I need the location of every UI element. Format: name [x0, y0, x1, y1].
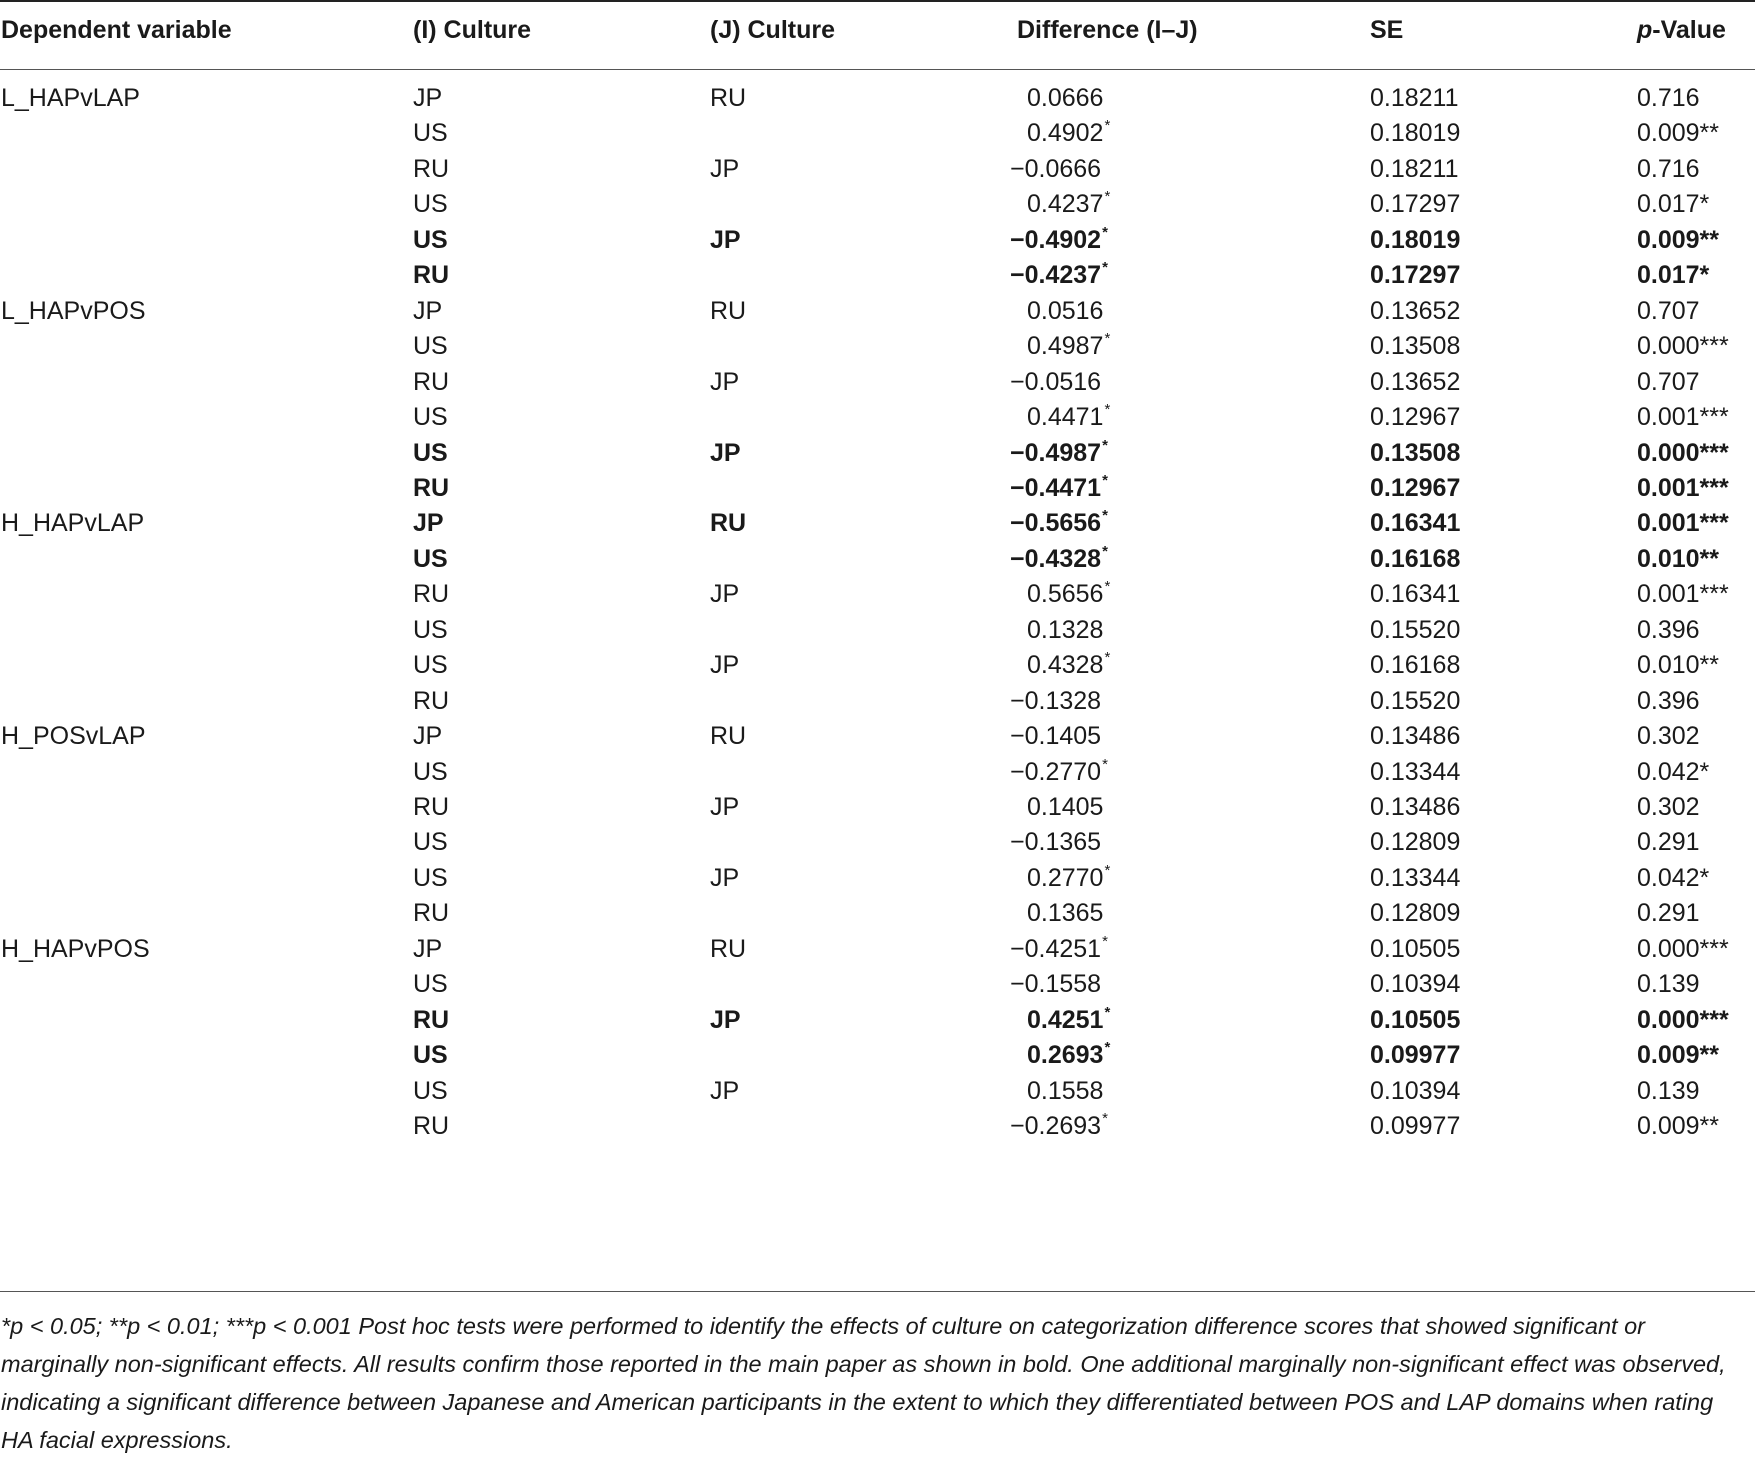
header-j-culture: (J) Culture [710, 16, 835, 44]
table-row [0, 541, 1755, 581]
cell-i-culture: JP [413, 934, 443, 963]
significance-marker: * [1104, 861, 1111, 879]
table-row [0, 1037, 1755, 1077]
table-row [0, 364, 1755, 404]
cell-p-value: 0.707 [1637, 296, 1700, 325]
table-row [0, 505, 1755, 545]
cell-dependent-variable: H_POSvLAP [1, 722, 146, 751]
difference-value: 0.1328 [1027, 615, 1104, 644]
cell-se: 0.18211 [1370, 154, 1459, 183]
cell-j-culture: JP [710, 580, 740, 609]
difference-value: 0.4237 [1027, 190, 1104, 219]
cell-p-value: 0.009** [1637, 225, 1720, 254]
difference-value: 0.4251 [1027, 1005, 1104, 1034]
cell-difference [1027, 861, 1111, 893]
significance-marker: * [1102, 436, 1108, 454]
cell-i-culture: US [413, 332, 448, 361]
cell-i-culture: JP [413, 509, 444, 538]
cell-i-culture: US [413, 119, 448, 148]
cell-p-value: 0.139 [1637, 970, 1700, 999]
cell-difference [1027, 580, 1110, 609]
cell-se: 0.13508 [1370, 332, 1461, 361]
cell-difference [1027, 84, 1104, 113]
cell-dependent-variable: L_HAPvLAP [1, 84, 140, 112]
cell-i-culture: US [413, 225, 448, 254]
cell-p-value: 0.010** [1637, 544, 1720, 573]
cell-difference [1027, 616, 1104, 645]
difference-value: −0.1558 [1010, 970, 1102, 999]
table-row [0, 966, 1755, 1006]
cell-p-value: 0.001*** [1637, 509, 1729, 538]
cell-dependent-variable: H_HAPvPOS [1, 934, 150, 963]
table-row [0, 328, 1755, 368]
cell-difference [1010, 932, 1108, 964]
cell-p-value: 0.302 [1637, 793, 1700, 821]
cell-se: 0.12967 [1370, 403, 1461, 432]
difference-value: −0.4987 [1010, 438, 1102, 467]
cell-se: 0.15520 [1370, 615, 1461, 644]
table-header-rule [0, 69, 1755, 70]
cell-se: 0.16168 [1370, 544, 1461, 573]
difference-value: 0.4987 [1027, 332, 1104, 361]
cell-se: 0.12967 [1370, 473, 1461, 502]
header-p-italic: p [1637, 16, 1653, 44]
cell-i-culture: US [413, 1041, 448, 1070]
difference-value: 0.4471 [1027, 403, 1104, 432]
table-row [0, 718, 1755, 758]
cell-difference [1027, 899, 1104, 928]
cell-p-value: 0.009** [1637, 1112, 1720, 1141]
cell-j-culture: JP [710, 367, 740, 396]
cell-se: 0.09977 [1370, 1112, 1461, 1141]
cell-j-culture: JP [710, 438, 741, 467]
cell-se: 0.18019 [1370, 225, 1461, 254]
table-row [0, 576, 1755, 616]
cell-j-culture: JP [710, 225, 741, 254]
cell-se: 0.13652 [1370, 296, 1461, 325]
difference-value: −0.0516 [1010, 367, 1102, 396]
cell-se: 0.15520 [1370, 686, 1461, 715]
cell-difference [1027, 403, 1110, 432]
cell-i-culture: RU [413, 899, 450, 928]
cell-j-culture: JP [710, 1076, 740, 1105]
cell-i-culture: US [413, 190, 448, 219]
significance-marker: * [1102, 507, 1108, 525]
table-row [0, 612, 1755, 652]
cell-i-culture: US [413, 970, 448, 999]
cell-se: 0.13486 [1370, 793, 1461, 821]
cell-difference [1010, 755, 1108, 787]
table-row [0, 186, 1755, 226]
cell-i-culture: RU [413, 473, 450, 502]
cell-j-culture: RU [710, 509, 747, 538]
header-dependent-variable: Dependent variable [1, 16, 232, 44]
cell-j-culture: RU [710, 722, 747, 751]
difference-value: 0.2770 [1027, 863, 1104, 892]
cell-se: 0.10394 [1370, 970, 1461, 999]
cell-i-culture: JP [413, 84, 443, 112]
significance-marker: * [1104, 117, 1111, 135]
cell-i-culture: RU [413, 580, 450, 609]
table-row [0, 824, 1755, 864]
significance-marker: * [1102, 755, 1108, 773]
significance-marker: * [1102, 932, 1108, 950]
cell-p-value: 0.017* [1637, 261, 1710, 290]
cell-i-culture: US [413, 651, 448, 680]
difference-value: 0.4902 [1027, 119, 1104, 148]
significance-marker: * [1102, 223, 1108, 241]
difference-value: 0.4328 [1027, 651, 1104, 680]
cell-difference [1010, 970, 1102, 999]
cell-p-value: 0.707 [1637, 367, 1700, 396]
cell-j-culture: JP [710, 863, 740, 892]
difference-value: 0.1558 [1027, 1076, 1104, 1105]
cell-i-culture: US [413, 1076, 448, 1105]
table-row [0, 754, 1755, 794]
significance-marker: * [1104, 578, 1111, 596]
significance-marker: * [1104, 1039, 1111, 1057]
cell-difference [1010, 509, 1108, 538]
header-se: SE [1370, 16, 1404, 44]
difference-value: −0.1405 [1010, 722, 1102, 751]
cell-i-culture: US [413, 863, 448, 892]
cell-se: 0.10394 [1370, 1076, 1461, 1105]
cell-p-value: 0.291 [1637, 899, 1700, 928]
cell-i-culture: RU [413, 261, 450, 290]
cell-j-culture: JP [710, 793, 740, 821]
cell-difference [1027, 1077, 1104, 1106]
difference-value: 0.5656 [1027, 580, 1104, 609]
cell-j-culture: JP [710, 154, 740, 183]
table-row [0, 151, 1755, 191]
difference-value: −0.4251 [1010, 934, 1102, 963]
difference-value: 0.0666 [1027, 84, 1104, 112]
cell-i-culture: RU [413, 154, 450, 183]
cell-difference [1027, 1003, 1111, 1035]
cell-difference [1010, 1112, 1108, 1141]
difference-value: −0.4237 [1010, 261, 1102, 290]
cell-se: 0.13344 [1370, 863, 1461, 892]
cell-j-culture: RU [710, 84, 747, 112]
table-row [0, 647, 1755, 687]
cell-p-value: 0.716 [1637, 84, 1700, 112]
difference-value: −0.4902 [1010, 225, 1102, 254]
significance-marker: * [1102, 1110, 1108, 1128]
cell-i-culture: US [413, 438, 448, 467]
cell-dependent-variable: L_HAPvPOS [1, 296, 146, 325]
cell-i-culture: JP [413, 722, 443, 751]
difference-value: −0.0666 [1010, 154, 1102, 183]
cell-p-value: 0.001*** [1637, 580, 1729, 609]
cell-difference [1010, 261, 1108, 290]
difference-value: −0.1365 [1010, 828, 1102, 857]
cell-se: 0.13508 [1370, 438, 1461, 467]
significance-marker: * [1102, 542, 1108, 560]
significance-marker: * [1104, 1003, 1111, 1021]
cell-se: 0.16168 [1370, 651, 1461, 680]
cell-difference [1027, 1041, 1110, 1070]
cell-i-culture: US [413, 828, 448, 857]
significance-marker: * [1104, 649, 1111, 667]
cell-se: 0.12809 [1370, 828, 1461, 857]
table-row [0, 399, 1755, 439]
difference-value: −0.5656 [1010, 509, 1102, 538]
difference-value: −0.4471 [1010, 473, 1102, 502]
cell-i-culture: RU [413, 367, 450, 396]
significance-marker: * [1102, 259, 1108, 277]
table-row [0, 895, 1755, 935]
cell-se: 0.18019 [1370, 119, 1461, 148]
cell-se: 0.16341 [1370, 580, 1461, 609]
cell-p-value: 0.042* [1637, 863, 1710, 892]
cell-p-value: 0.000*** [1637, 934, 1729, 963]
cell-difference [1027, 793, 1104, 822]
table-row [0, 257, 1755, 297]
significance-marker: * [1104, 401, 1111, 419]
cell-difference [1010, 155, 1102, 184]
cell-se: 0.12809 [1370, 899, 1461, 928]
cell-p-value: 0.139 [1637, 1076, 1700, 1105]
cell-difference [1027, 190, 1110, 219]
table-row [0, 1108, 1755, 1148]
table-row [0, 1073, 1755, 1113]
cell-difference [1010, 471, 1108, 503]
cell-j-culture: JP [710, 651, 740, 680]
cell-i-culture: US [413, 615, 448, 644]
difference-value: −0.2770 [1010, 757, 1102, 786]
cell-p-value: 0.396 [1637, 686, 1700, 715]
cell-p-value: 0.010** [1637, 651, 1720, 680]
cell-p-value: 0.009** [1637, 1041, 1720, 1070]
table-row [0, 222, 1755, 262]
cell-se: 0.17297 [1370, 261, 1461, 290]
cell-p-value: 0.000*** [1637, 1005, 1729, 1034]
table-row [0, 435, 1755, 475]
cell-j-culture: RU [710, 934, 747, 963]
cell-difference [1027, 332, 1110, 361]
difference-value: 0.1365 [1027, 899, 1104, 928]
cell-p-value: 0.042* [1637, 757, 1710, 786]
header-p-suffix: -Value [1652, 16, 1726, 44]
difference-value: 0.2693 [1027, 1041, 1104, 1070]
table-row [0, 683, 1755, 723]
table-row [0, 789, 1755, 829]
difference-value: −0.2693 [1010, 1112, 1102, 1141]
cell-p-value: 0.302 [1637, 722, 1700, 751]
cell-difference [1010, 722, 1102, 751]
cell-i-culture: US [413, 403, 448, 432]
cell-difference [1010, 368, 1102, 397]
significance-marker: * [1104, 188, 1111, 206]
difference-value: −0.1328 [1010, 686, 1102, 715]
cell-difference [1010, 687, 1102, 716]
cell-j-culture: RU [710, 296, 747, 325]
cell-se: 0.17297 [1370, 190, 1461, 219]
header-i-culture: (I) Culture [413, 16, 532, 44]
significance-marker: * [1102, 471, 1108, 489]
cell-p-value: 0.291 [1637, 828, 1700, 857]
cell-difference [1010, 828, 1102, 857]
cell-i-culture: US [413, 757, 448, 786]
cell-difference [1010, 223, 1108, 255]
difference-value: 0.0516 [1027, 296, 1104, 325]
cell-dependent-variable: H_HAPvLAP [1, 509, 145, 538]
table-row [0, 470, 1755, 510]
table-footnote: *p < 0.05; **p < 0.01; ***p < 0.001 Post hoc tests were performed to identify the effects of culture on categorization difference scores that showed significant or marginally non-significant effects. All results confirm those reported in the main paper as shown in bold. One additional marginally non-significant effect was observed, indicating a significant difference between Japanese and American participants in the extent to which they differentiated between POS and LAP domains when rating HA facial expressions. [1, 1313, 1726, 1453]
cell-p-value: 0.000*** [1637, 438, 1729, 467]
cell-se: 0.13652 [1370, 367, 1461, 396]
cell-difference [1027, 119, 1110, 148]
table-row [0, 293, 1755, 333]
cell-i-culture: JP [413, 296, 443, 325]
cell-p-value: 0.716 [1637, 154, 1700, 183]
cell-i-culture: RU [413, 1112, 450, 1141]
cell-difference [1027, 297, 1104, 326]
cell-difference [1010, 436, 1108, 468]
table-row [0, 115, 1755, 155]
table-bottom-rule [0, 1291, 1755, 1292]
cell-i-culture: RU [413, 1005, 450, 1034]
cell-se: 0.13486 [1370, 722, 1461, 751]
table-row [0, 931, 1755, 971]
cell-se: 0.16341 [1370, 509, 1461, 538]
significance-marker: * [1104, 330, 1111, 348]
table-row [0, 80, 1755, 120]
cell-i-culture: RU [413, 793, 450, 821]
cell-difference [1010, 542, 1108, 574]
table-row [0, 860, 1755, 900]
table-row [0, 1002, 1755, 1042]
header-p-value [1637, 16, 1726, 45]
cell-p-value: 0.009** [1637, 119, 1720, 148]
cell-p-value: 0.001*** [1637, 473, 1729, 502]
cell-i-culture: RU [413, 686, 450, 715]
cell-p-value: 0.017* [1637, 190, 1710, 219]
difference-value: −0.4328 [1010, 544, 1102, 573]
cell-se: 0.13344 [1370, 757, 1461, 786]
cell-p-value: 0.000*** [1637, 332, 1729, 361]
cell-p-value: 0.001*** [1637, 403, 1729, 432]
cell-se: 0.09977 [1370, 1041, 1461, 1070]
header-difference: Difference (I–J) [1017, 16, 1198, 44]
table-header [0, 0, 1755, 68]
cell-se: 0.10505 [1370, 934, 1461, 963]
cell-p-value: 0.396 [1637, 615, 1700, 644]
difference-value: 0.1405 [1027, 793, 1104, 821]
cell-difference [1027, 651, 1110, 680]
cell-se: 0.18211 [1370, 84, 1459, 112]
cell-i-culture: US [413, 544, 448, 573]
cell-se: 0.10505 [1370, 1005, 1461, 1034]
cell-j-culture: JP [710, 1005, 741, 1034]
